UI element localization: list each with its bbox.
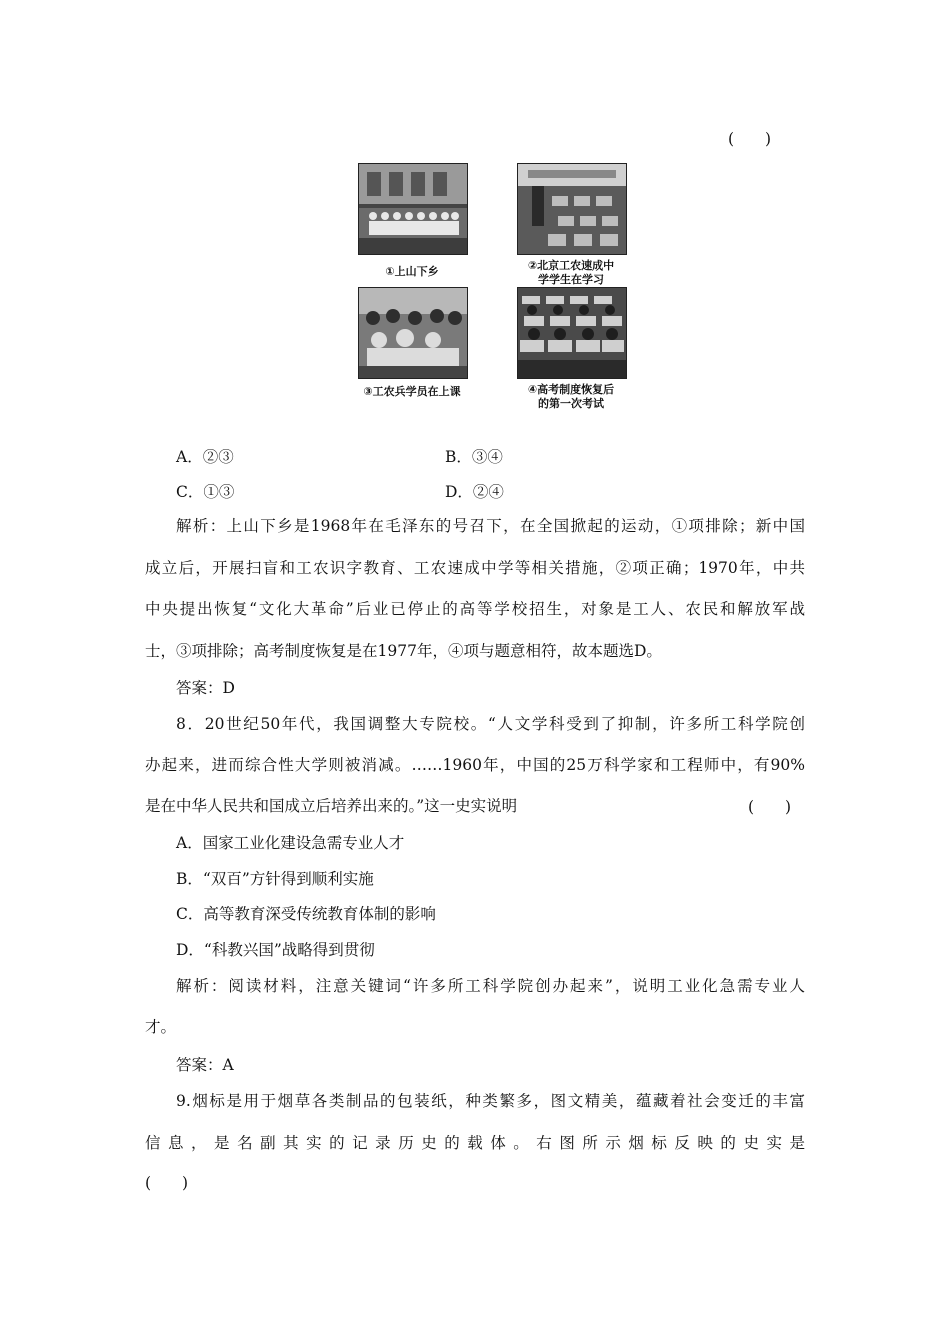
photo-worker-school [517, 163, 627, 255]
q8-stem-line: 是在中华人民共和国成立后培养出来的。”这一史实说明 [145, 797, 518, 815]
photo-first-exam-image [518, 288, 626, 378]
photo-caption-3: ③工农兵学员在上课 [363, 385, 461, 398]
photo-up-mountains-image [359, 164, 467, 254]
q9-stem-line: 9.烟标是用于烟草各类制品的包装纸，种类繁多，图文精美，蕴藏着社会变迁的丰富 [176, 1092, 805, 1110]
q7-option-d: D．②④ [445, 483, 504, 501]
q8-option-b: B．“双百”方针得到顺利实施 [176, 870, 374, 888]
q8-stem-line: 8．20世纪50年代，我国调整大专院校。“人文学科受到了抑制，许多所工科学院创 [176, 715, 805, 733]
q7-analysis-line: 士，③项排除；高考制度恢复是在1977年，④项与题意相符，故本题选D。 [145, 642, 662, 660]
photo-up-mountains [358, 163, 468, 255]
q8-option-d: D．“科教兴国”战略得到贯彻 [176, 941, 375, 959]
photo-worker-school-image [518, 164, 626, 254]
q9-stem-line: 信息，是名副其实的记录历史的载体。右图所示烟标反映的史实是 [145, 1134, 805, 1152]
photo-caption-4 [506, 383, 636, 411]
q8-stem-line: 办起来，进而综合性大学则被消减。……1960年，中国的25万科学家和工程师中，有90% [145, 756, 805, 774]
q7-option-a: A．②③ [176, 448, 234, 466]
q8-option-a: A．国家工业化建设急需专业人才 [176, 834, 405, 852]
photo-caption-2 [506, 259, 636, 287]
q7-option-c: C．①③ [176, 483, 235, 501]
photo-first-exam [517, 287, 627, 379]
q8-option-c: C．高等教育深受传统教育体制的影响 [176, 905, 436, 923]
q8-answer-bracket: ( ) [748, 798, 792, 816]
q8-analysis-line: 解析：阅读材料，注意关键词“许多所工科学院创办起来”，说明工业化急需专业人 [176, 977, 805, 995]
q8-analysis-line: 才。 [145, 1018, 177, 1036]
photo-worker-soldier-class-image [359, 288, 467, 378]
q9-answer-bracket: ( ) [145, 1174, 189, 1192]
q7-analysis-line: 解析：上山下乡是1968年在毛泽东的号召下，在全国掀起的运动，①项排除；新中国 [176, 517, 805, 535]
photo-caption-4-line1: ④高考制度恢复后 [527, 383, 615, 396]
q7-analysis-line: 中央提出恢复“文化大革命”后业已停止的高等学校招生，对象是工人、农民和解放军战 [145, 600, 805, 618]
q8-answer: 答案：A [176, 1056, 234, 1074]
q7-answer: 答案：D [176, 679, 235, 697]
photo-caption-4-line2: 的第一次考试 [538, 397, 604, 410]
q7-analysis-line: 成立后，开展扫盲和工农识字教育、工农速成中学等相关措施，②项正确；1970年，中共 [145, 559, 805, 577]
q7-option-b: B．③④ [445, 448, 503, 466]
photo-caption-2-line2: 学学生在学习 [538, 273, 604, 286]
photo-caption-1: ①上山下乡 [385, 265, 439, 278]
photo-worker-soldier-class [358, 287, 468, 379]
photo-caption-2-line1: ②北京工农速成中 [527, 259, 615, 272]
q7-answer-bracket: ( ) [728, 130, 772, 148]
